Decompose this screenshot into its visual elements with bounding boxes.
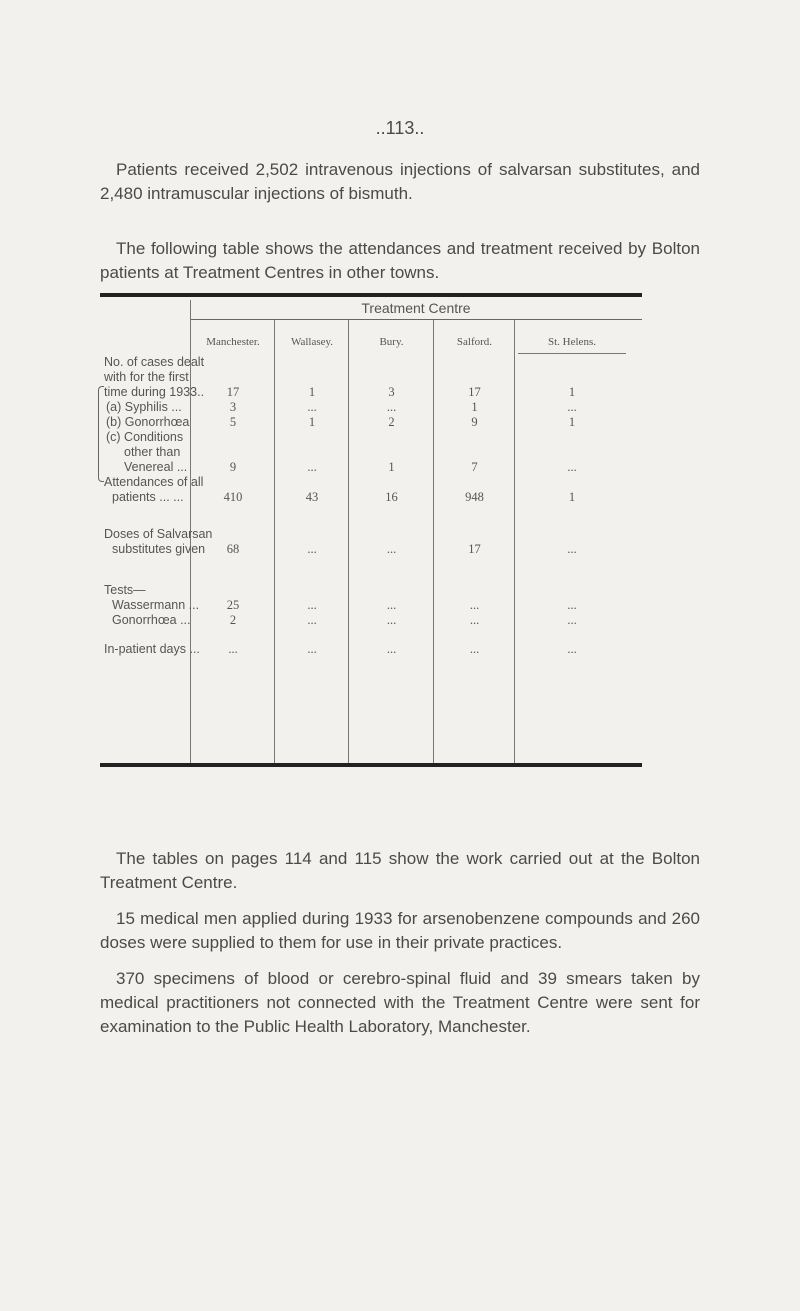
cell-tests-gonorrhoea-manchester: 2 [229,613,237,627]
cell-syphilis-bury: ... [386,400,397,414]
cell-tests-gonorrhoea-salford: ... [469,613,480,627]
specimens-paragraph: 370 specimens of blood or cerebro-spinal fluid and 39 smears taken by medical practitioners not connected with the Treatment Centre were sent for examination to the Public Health Laboratory, Manchester. [100,969,700,1036]
cell-gonorrhoea-wallasey: 1 [308,415,316,429]
cell-doses-wallasey: ... [307,542,317,556]
cell-doses-manchester: 68 [226,542,240,556]
cell-wassermann-bury: ... [386,598,397,612]
col-head-salford: Salford. [456,336,493,348]
cell-gonorrhoea-manchester: 5 [229,415,237,429]
category-brace [98,386,104,482]
cell-inpatient-manchester: ... [228,642,238,656]
row-label-attendances-2: patients ... ... [112,490,184,504]
cell-doses-bury: ... [386,542,397,556]
column-divider [274,320,275,763]
col-head-manchester: Manchester. [206,336,260,348]
cell-syphilis-salford: 1 [471,400,478,414]
intro-paragraph: Patients received 2,502 intravenous injections of salvarsan substitutes, and 2,480 intramuscular injections of bismuth. [100,160,700,203]
row-label-cases-3: time during 1933.. [104,385,205,399]
table-intro-paragraph: The following table shows the attendances and treatment received by Bolton patients at Treatment Centres in other towns. [100,239,700,282]
cell-conditions-wallasey: ... [307,460,317,474]
cell-attendances-salford: 948 [465,490,484,504]
cell-doses-salford: 17 [468,542,481,556]
cell-gonorrhoea-st-helens: 1 [568,415,576,429]
row-label-conditions-1: (c) Conditions [106,430,184,444]
page-number: ..113.. [375,118,425,138]
cell-conditions-bury: 1 [388,460,395,474]
row-label-syphilis: (a) Syphilis ... [106,400,182,414]
row-label-tests-gonorrhoea: Gonorrhœa ... [112,613,191,627]
cell-inpatient-bury: ... [386,642,397,656]
row-label-wassermann: Wassermann ... [112,598,200,612]
column-divider [514,320,515,763]
medical-men-paragraph: 15 medical men applied during 1933 for arsenobenzene compounds and 260 doses were supplied to them for use in their private practices. [100,909,700,952]
row-label-tests: Tests— [104,583,146,597]
st-helens-rule [518,353,626,354]
cell-syphilis-wallasey: ... [307,400,317,414]
row-label-doses-2: substitutes given [112,542,206,556]
cell-conditions-st-helens: ... [567,460,577,474]
cell-wassermann-st-helens: ... [567,598,577,612]
cell-cases-manchester: 17 [226,385,240,399]
col-head-wallasey: Wallasey. [290,336,334,348]
cell-inpatient-st-helens: ... [567,642,577,656]
cell-cases-wallasey: 1 [308,385,316,399]
cell-attendances-bury: 16 [385,490,398,504]
column-divider [348,320,349,763]
treatment-centre-header: Treatment Centre [361,300,471,316]
column-divider [433,320,434,763]
cell-wassermann-salford: ... [469,598,480,612]
row-label-cases-1: No. of cases dealt [104,355,205,369]
cell-syphilis-manchester: 3 [229,400,237,414]
cell-cases-st-helens: 1 [568,385,576,399]
cell-doses-st-helens: ... [567,542,577,556]
cell-attendances-manchester: 410 [223,490,243,504]
row-label-conditions-2: other than [124,445,181,459]
header-rule [190,319,642,320]
row-label-attendances-1: Attendances of all [104,475,204,489]
row-label-conditions-3: Venereal ... [124,460,188,474]
row-label-gonorrhoea: (b) Gonorrhœa [106,415,190,429]
table-top-rule [100,293,642,297]
cell-inpatient-salford: ... [469,642,480,656]
row-label-inpatient: In-patient days ... [104,642,200,656]
cell-gonorrhoea-bury: 2 [388,415,395,429]
cell-tests-gonorrhoea-bury: ... [386,613,397,627]
cell-conditions-salford: 7 [471,460,478,474]
cell-conditions-manchester: 9 [229,460,237,474]
row-label-cases-2: with for the first [104,370,189,384]
cell-attendances-st-helens: 1 [568,490,576,504]
cell-gonorrhoea-salford: 9 [471,415,478,429]
cell-wassermann-wallasey: ... [307,598,317,612]
row-label-doses-1: Doses of Salvarsan [104,527,213,541]
cell-attendances-wallasey: 43 [305,490,319,504]
table-bottom-rule [100,763,642,767]
cell-cases-salford: 17 [468,385,481,399]
cell-syphilis-st-helens: ... [567,400,577,414]
cell-tests-gonorrhoea-st-helens: ... [567,613,577,627]
cell-cases-bury: 3 [388,385,395,399]
cell-tests-gonorrhoea-wallasey: ... [307,613,317,627]
cell-wassermann-manchester: 25 [226,598,240,612]
col-head-st-helens: St. Helens. [548,336,596,348]
col-head-bury: Bury. [379,336,404,348]
cell-inpatient-wallasey: ... [307,642,317,656]
tables-paragraph: The tables on pages 114 and 115 show the work carried out at the Bolton Treatment Centre. [100,849,700,892]
